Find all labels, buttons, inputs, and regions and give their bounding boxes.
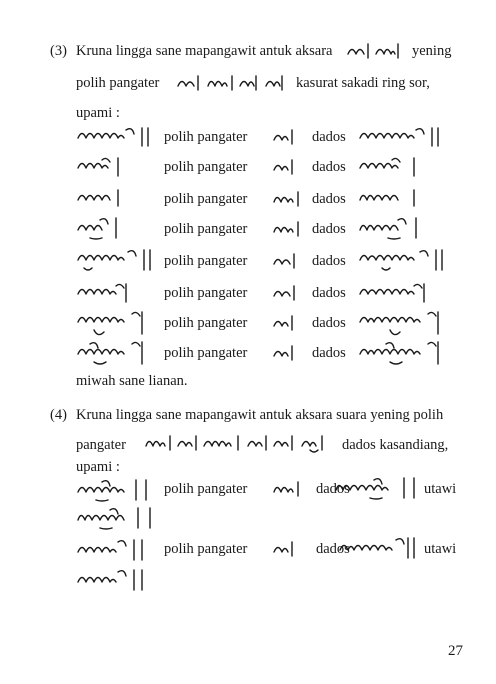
- example-prefix: [272, 480, 302, 498]
- example-polih-pangater: polih pangater: [164, 191, 248, 207]
- example-derived-word: [358, 248, 448, 274]
- example-polih-pangater: polih pangater: [164, 315, 248, 331]
- example-root-word: [76, 248, 156, 274]
- section4-number: (4): [50, 407, 67, 423]
- example-derived-word: [358, 156, 422, 178]
- section4-line2-text: pangater: [76, 437, 126, 453]
- example-polih-pangater: polih pangater: [164, 481, 248, 497]
- example-root-word: [76, 188, 126, 208]
- example-dados: dados: [312, 159, 346, 175]
- example-dados: dados: [316, 541, 350, 557]
- section3-line1-end: yening: [412, 43, 452, 59]
- example-utawi: utawi: [424, 541, 457, 557]
- example-root-word: [76, 216, 126, 242]
- example-prefix: [272, 314, 296, 332]
- example-derived-word: [338, 536, 420, 562]
- example-prefix: [272, 220, 302, 238]
- example-dados: dados: [312, 345, 346, 361]
- example-polih-pangater: polih pangater: [164, 159, 248, 175]
- example-utawi: utawi: [424, 481, 457, 497]
- example-alternative-word: [76, 506, 162, 532]
- example-polih-pangater: polih pangater: [164, 345, 248, 361]
- example-root-word: [76, 156, 126, 178]
- example-dados: dados: [312, 253, 346, 269]
- example-dados: dados: [316, 481, 350, 497]
- example-root-word: [76, 478, 156, 502]
- example-dados: dados: [312, 129, 346, 145]
- example-prefix: [272, 284, 298, 302]
- example-root-word: [76, 126, 154, 148]
- example-root-word: [76, 538, 148, 562]
- example-dados: dados: [312, 285, 346, 301]
- balinese-prefix-group: [176, 74, 288, 92]
- section4-upami: upami :: [76, 459, 120, 475]
- example-derived-word: [358, 282, 430, 304]
- balinese-prefix-group: [144, 434, 326, 454]
- example-polih-pangater: polih pangater: [164, 253, 248, 269]
- section3-number: (3): [50, 43, 67, 59]
- example-dados: dados: [312, 191, 346, 207]
- example-derived-word: [334, 476, 422, 502]
- example-prefix: [272, 158, 296, 176]
- example-polih-pangater: polih pangater: [164, 541, 248, 557]
- example-polih-pangater: polih pangater: [164, 221, 248, 237]
- section4-line1: Kruna lingga sane mapangawit antuk aksara suara yening polih: [76, 407, 444, 423]
- example-root-word: [76, 310, 148, 340]
- section3-closing: miwah sane lianan.: [76, 373, 188, 389]
- example-dados: dados: [312, 221, 346, 237]
- example-polih-pangater: polih pangater: [164, 129, 248, 145]
- example-derived-word: [358, 126, 444, 148]
- section4-line2-end: dados kasandiang,: [342, 437, 449, 453]
- page-number: 27: [448, 643, 463, 659]
- example-prefix: [272, 128, 296, 146]
- section3-upami: upami :: [76, 105, 120, 121]
- example-root-word: [76, 282, 132, 304]
- example-dados: dados: [312, 315, 346, 331]
- example-alternative-word: [76, 568, 148, 592]
- example-derived-word: [358, 340, 444, 368]
- example-prefix: [272, 252, 298, 270]
- example-prefix: [272, 540, 296, 558]
- example-derived-word: [358, 188, 422, 208]
- example-root-word: [76, 340, 148, 368]
- example-derived-word: [358, 216, 424, 242]
- section3-line1-text: Kruna lingga sane mapangawit antuk aksara: [76, 43, 333, 59]
- section3-line2-end: kasurat sakadi ring sor,: [296, 75, 430, 91]
- balinese-aksara-na-nga: [346, 42, 408, 60]
- example-prefix: [272, 190, 302, 208]
- section3-line2-text: polih pangater: [76, 75, 160, 91]
- example-prefix: [272, 344, 296, 362]
- example-polih-pangater: polih pangater: [164, 285, 248, 301]
- example-derived-word: [358, 310, 444, 340]
